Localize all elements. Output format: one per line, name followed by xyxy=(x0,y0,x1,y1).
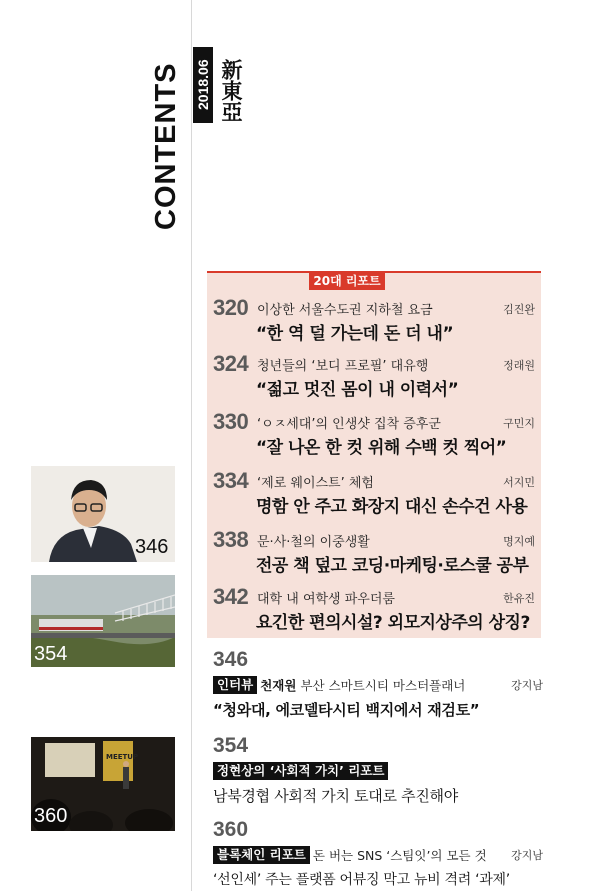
item-headline: “한 역 덜 가는데 돈 더 내” xyxy=(256,324,454,344)
item-subtitle: ‘제로 웨이스트’ 체험 xyxy=(257,476,374,491)
section-subtitle: 부산 스마트시티 마스터플래너 xyxy=(300,677,466,693)
section-blockchain[interactable] xyxy=(213,818,543,889)
item-author: 명지예 xyxy=(503,535,535,548)
section-social-value[interactable] xyxy=(213,734,543,806)
item-headline: 요긴한 편의시설? 외모지상주의 상징? xyxy=(256,613,530,633)
item-subtitle: 이상한 서울수도권 지하철 요금 xyxy=(257,303,433,318)
issue-date-badge xyxy=(193,47,213,123)
section-tag: 정현상의 ‘사회적 가치’ 리포트 xyxy=(213,762,388,780)
page-number: 338 xyxy=(213,527,249,552)
section-headline: “청와대, 에코델타시티 백지에서 재검토” xyxy=(213,701,480,719)
magazine-name: 新東亞 xyxy=(219,58,244,122)
item-subtitle: 대학 내 여학생 파우더룸 xyxy=(257,592,395,607)
page-number: 346 xyxy=(213,648,249,671)
list-item[interactable] xyxy=(207,295,541,351)
photo-interview[interactable] xyxy=(31,466,175,562)
item-author: 서지민 xyxy=(503,476,535,489)
item-author: 정래원 xyxy=(503,359,535,372)
section-subtitle: 돈 버는 SNS ‘스팀잇’의 모든 것 xyxy=(312,847,487,863)
photo-page-number: 346 xyxy=(135,536,169,558)
page-number: 360 xyxy=(213,818,249,841)
section-interview[interactable] xyxy=(213,648,543,720)
report-tag: 20대 리포트 xyxy=(309,273,385,290)
item-subtitle: 청년들의 ‘보디 프로필’ 대유행 xyxy=(257,359,429,374)
report-20s-box xyxy=(207,271,541,638)
page-number: 320 xyxy=(213,295,249,320)
item-headline: “젊고 멋진 몸이 내 이력서” xyxy=(256,380,459,400)
page-number: 330 xyxy=(213,409,249,434)
svg-text:MEETUP: MEETUP xyxy=(106,753,139,761)
photo-meetup[interactable] xyxy=(31,737,175,831)
item-author: 구민지 xyxy=(503,417,535,430)
item-headline: 전공 책 덮고 코딩·마케팅·로스쿨 공부 xyxy=(256,556,529,576)
page-number: 342 xyxy=(213,584,249,609)
list-item[interactable] xyxy=(207,584,541,640)
page-number: 354 xyxy=(213,734,249,757)
item-author: 강지남 xyxy=(511,679,543,692)
page-number: 334 xyxy=(213,468,249,493)
item-subtitle: ‘ㅇㅈ세대’의 인생샷 집착 증후군 xyxy=(257,417,441,432)
list-item[interactable] xyxy=(207,409,541,465)
item-headline: “잘 나온 한 컷 위해 수백 컷 찍어” xyxy=(256,438,507,458)
page-number: 324 xyxy=(213,351,249,376)
photo-page-number: 360 xyxy=(34,805,68,827)
issue-date: 2018.06 xyxy=(195,59,211,111)
item-author: 강지남 xyxy=(511,849,543,862)
item-headline: 명함 안 주고 화장지 대신 손수건 사용 xyxy=(256,497,528,517)
list-item[interactable] xyxy=(207,468,541,524)
item-subtitle: 문·사·철의 이중생활 xyxy=(257,535,370,550)
section-tag: 인터뷰 xyxy=(213,676,257,694)
list-item[interactable] xyxy=(207,527,541,583)
section-headline: 남북경협 사회적 가치 토대로 추진해야 xyxy=(213,787,458,805)
item-author: 한유진 xyxy=(503,592,535,605)
item-author: 김진완 xyxy=(503,303,535,316)
photo-page-number: 354 xyxy=(34,643,68,665)
photo-train-bridge[interactable] xyxy=(31,575,175,667)
list-item[interactable] xyxy=(207,351,541,407)
section-tag: 블록체인 리포트 xyxy=(213,846,310,864)
section-headline: ‘선인세’ 주는 플랫폼 어뷰징 막고 뉴비 격려 ‘과제’ xyxy=(213,872,510,888)
contents-title: CONTENTS xyxy=(150,62,182,230)
interviewee-name: 천재원 xyxy=(260,677,297,693)
